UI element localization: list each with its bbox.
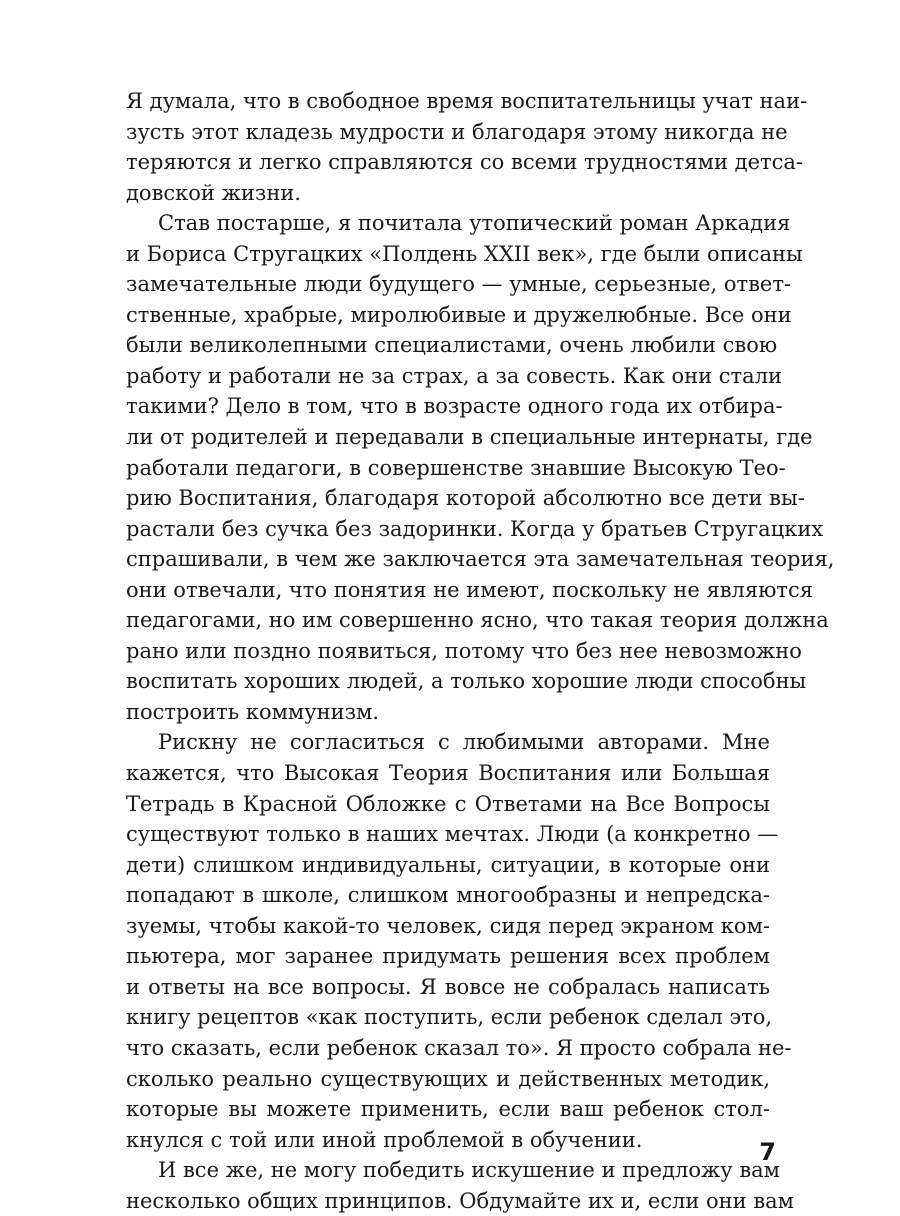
text-line: кнулся с той или иной проблемой в обучении. [126, 1127, 643, 1152]
text-line: теряются и легко справляются со всеми трудностями детса- [126, 150, 803, 175]
text-line: были великолепными специалистами, очень любили свою [126, 333, 778, 358]
text-line: рию Воспитания, благодаря которой абсолютно все дети вы- [126, 486, 805, 511]
text-line: Тетрадь в Красной Обложке с Ответами на Все Вопросы [126, 791, 770, 816]
text-line: существуют только в наших мечтах. Люди (а конкретно — [126, 822, 779, 847]
text-line: растали без сучка без задоринки. Когда у братьев Стругацких [126, 516, 824, 541]
text-line: что сказать, если ребенок сказал то». Я просто собрала не- [126, 1035, 792, 1060]
paragraph [126, 208, 835, 727]
text-line: спрашивали, в чем же заключается эта замечательная теория, [126, 547, 835, 572]
paragraph [126, 86, 808, 208]
text-line: зуемы, чтобы какой-то человек, сидя перед экраном ком- [126, 913, 770, 938]
text-line: ли от родителей и передавали в специальные интернаты, где [126, 425, 813, 450]
text-line: зусть этот кладезь мудрости и благодаря этому никогда не [126, 119, 788, 144]
paragraph [126, 1155, 795, 1216]
text-line: такими? Дело в том, что в возрасте одного года их отбира- [126, 394, 783, 419]
text-line: работали педагоги, в совершенстве знавшие Высокую Тео- [126, 455, 786, 480]
text-line: сколько реально существующих и действенных методик, [126, 1066, 770, 1091]
text-line: дети) слишком индивидуальны, ситуации, в которые они [126, 852, 770, 877]
text-line: И все же, не могу победить искушение и предложу вам [158, 1158, 781, 1183]
paragraph [126, 727, 792, 1155]
text-line: построить коммунизм. [126, 699, 380, 724]
text-line: воспитать хороших людей, а только хорошие люди способны [126, 669, 807, 694]
text-line: книгу рецептов «как поступить, если ребенок сделал это, [126, 1005, 773, 1030]
text-line: попадают в школе, слишком многообразны и непредска- [126, 883, 770, 908]
text-line: кажется, что Высокая Теория Воспитания или Большая [126, 761, 770, 786]
text-line: пьютера, мог заранее придумать решения всех проблем [126, 944, 770, 969]
text-line: которые вы можете применить, если ваш ребенок стол- [126, 1097, 770, 1122]
text-line: ственные, храбрые, миролюбивые и дружелюбные. Все они [126, 302, 792, 327]
text-line: они отвечали, что понятия не имеют, поскольку не являются [126, 577, 814, 602]
text-line: педагогами, но им совершенно ясно, что такая теория должна [126, 608, 829, 633]
text-line: Став постарше, я почитала утопический роман Аркадия [158, 211, 791, 236]
text-line: несколько общих принципов. Обдумайте их и, если они вам [126, 1188, 795, 1213]
text-line: и Бориса Стругацких «Полдень XXII век», где были описаны [126, 241, 803, 266]
text-line: замечательные люди будущего — умные, серьезные, ответ- [126, 272, 792, 297]
text-line: работу и работали не за страх, а за совесть. Как они стали [126, 363, 783, 388]
body-text [126, 86, 835, 1216]
text-line: Я думала, что в свободное время воспитательницы учат наи- [126, 89, 808, 113]
text-line: довской жизни. [126, 180, 302, 205]
text-line: и ответы на все вопросы. Я вовсе не собралась написать [126, 974, 770, 999]
text-line: рано или поздно появиться, потому что без нее невозможно [126, 638, 802, 663]
text-line: Рискну не согласиться с любимыми авторами. Мне [158, 730, 770, 755]
page-number: 7 [759, 1138, 776, 1166]
